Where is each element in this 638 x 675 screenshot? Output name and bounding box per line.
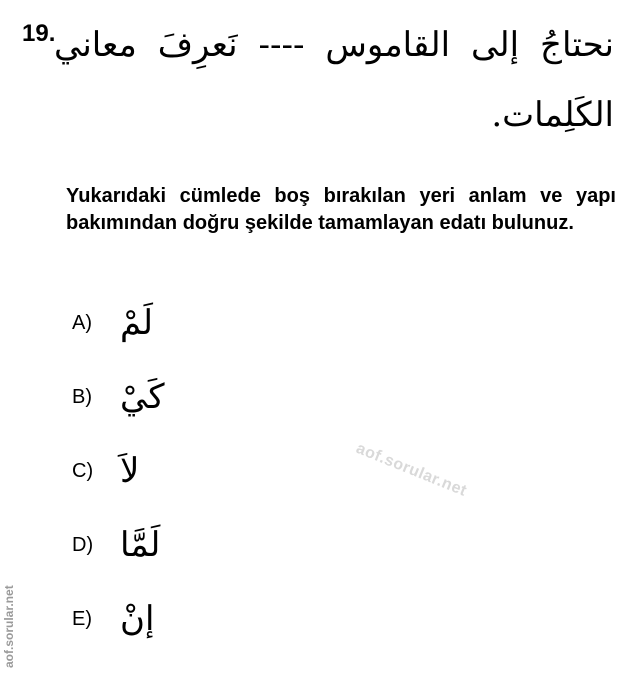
option-b-text: كَيْ bbox=[120, 377, 165, 417]
option-b[interactable] bbox=[72, 372, 165, 422]
option-c-letter: C) bbox=[72, 459, 94, 482]
option-c[interactable] bbox=[72, 446, 139, 496]
question-instruction: Yukarıdaki cümlede boş bırakılan yeri anlam ve yapı bakımından doğru şekilde tamamlayan edatı bulunuz. bbox=[66, 185, 616, 234]
option-d-text: لَمَّا bbox=[120, 525, 161, 565]
option-e-letter: E) bbox=[72, 607, 92, 630]
question-arabic-line-2: الكَلِمات. bbox=[491, 95, 614, 135]
option-a[interactable] bbox=[72, 298, 153, 348]
watermark-center: aof.sorular.net bbox=[353, 440, 470, 500]
option-d-letter: D) bbox=[72, 533, 94, 556]
option-e[interactable] bbox=[72, 594, 154, 644]
option-e-text: إنْ bbox=[120, 599, 155, 639]
option-a-text: لَمْ bbox=[120, 303, 153, 343]
option-a-letter: A) bbox=[72, 311, 92, 334]
question-arabic-line-1: نحتاجُ إلى القاموس ---- نَعرِفَ معاني bbox=[54, 25, 614, 65]
option-b-letter: B) bbox=[72, 385, 92, 408]
option-c-text: لاَ bbox=[120, 451, 140, 491]
option-d[interactable] bbox=[72, 520, 160, 570]
watermark-side: aof.sorular.net bbox=[2, 585, 16, 668]
question-number: 19. bbox=[22, 20, 56, 47]
